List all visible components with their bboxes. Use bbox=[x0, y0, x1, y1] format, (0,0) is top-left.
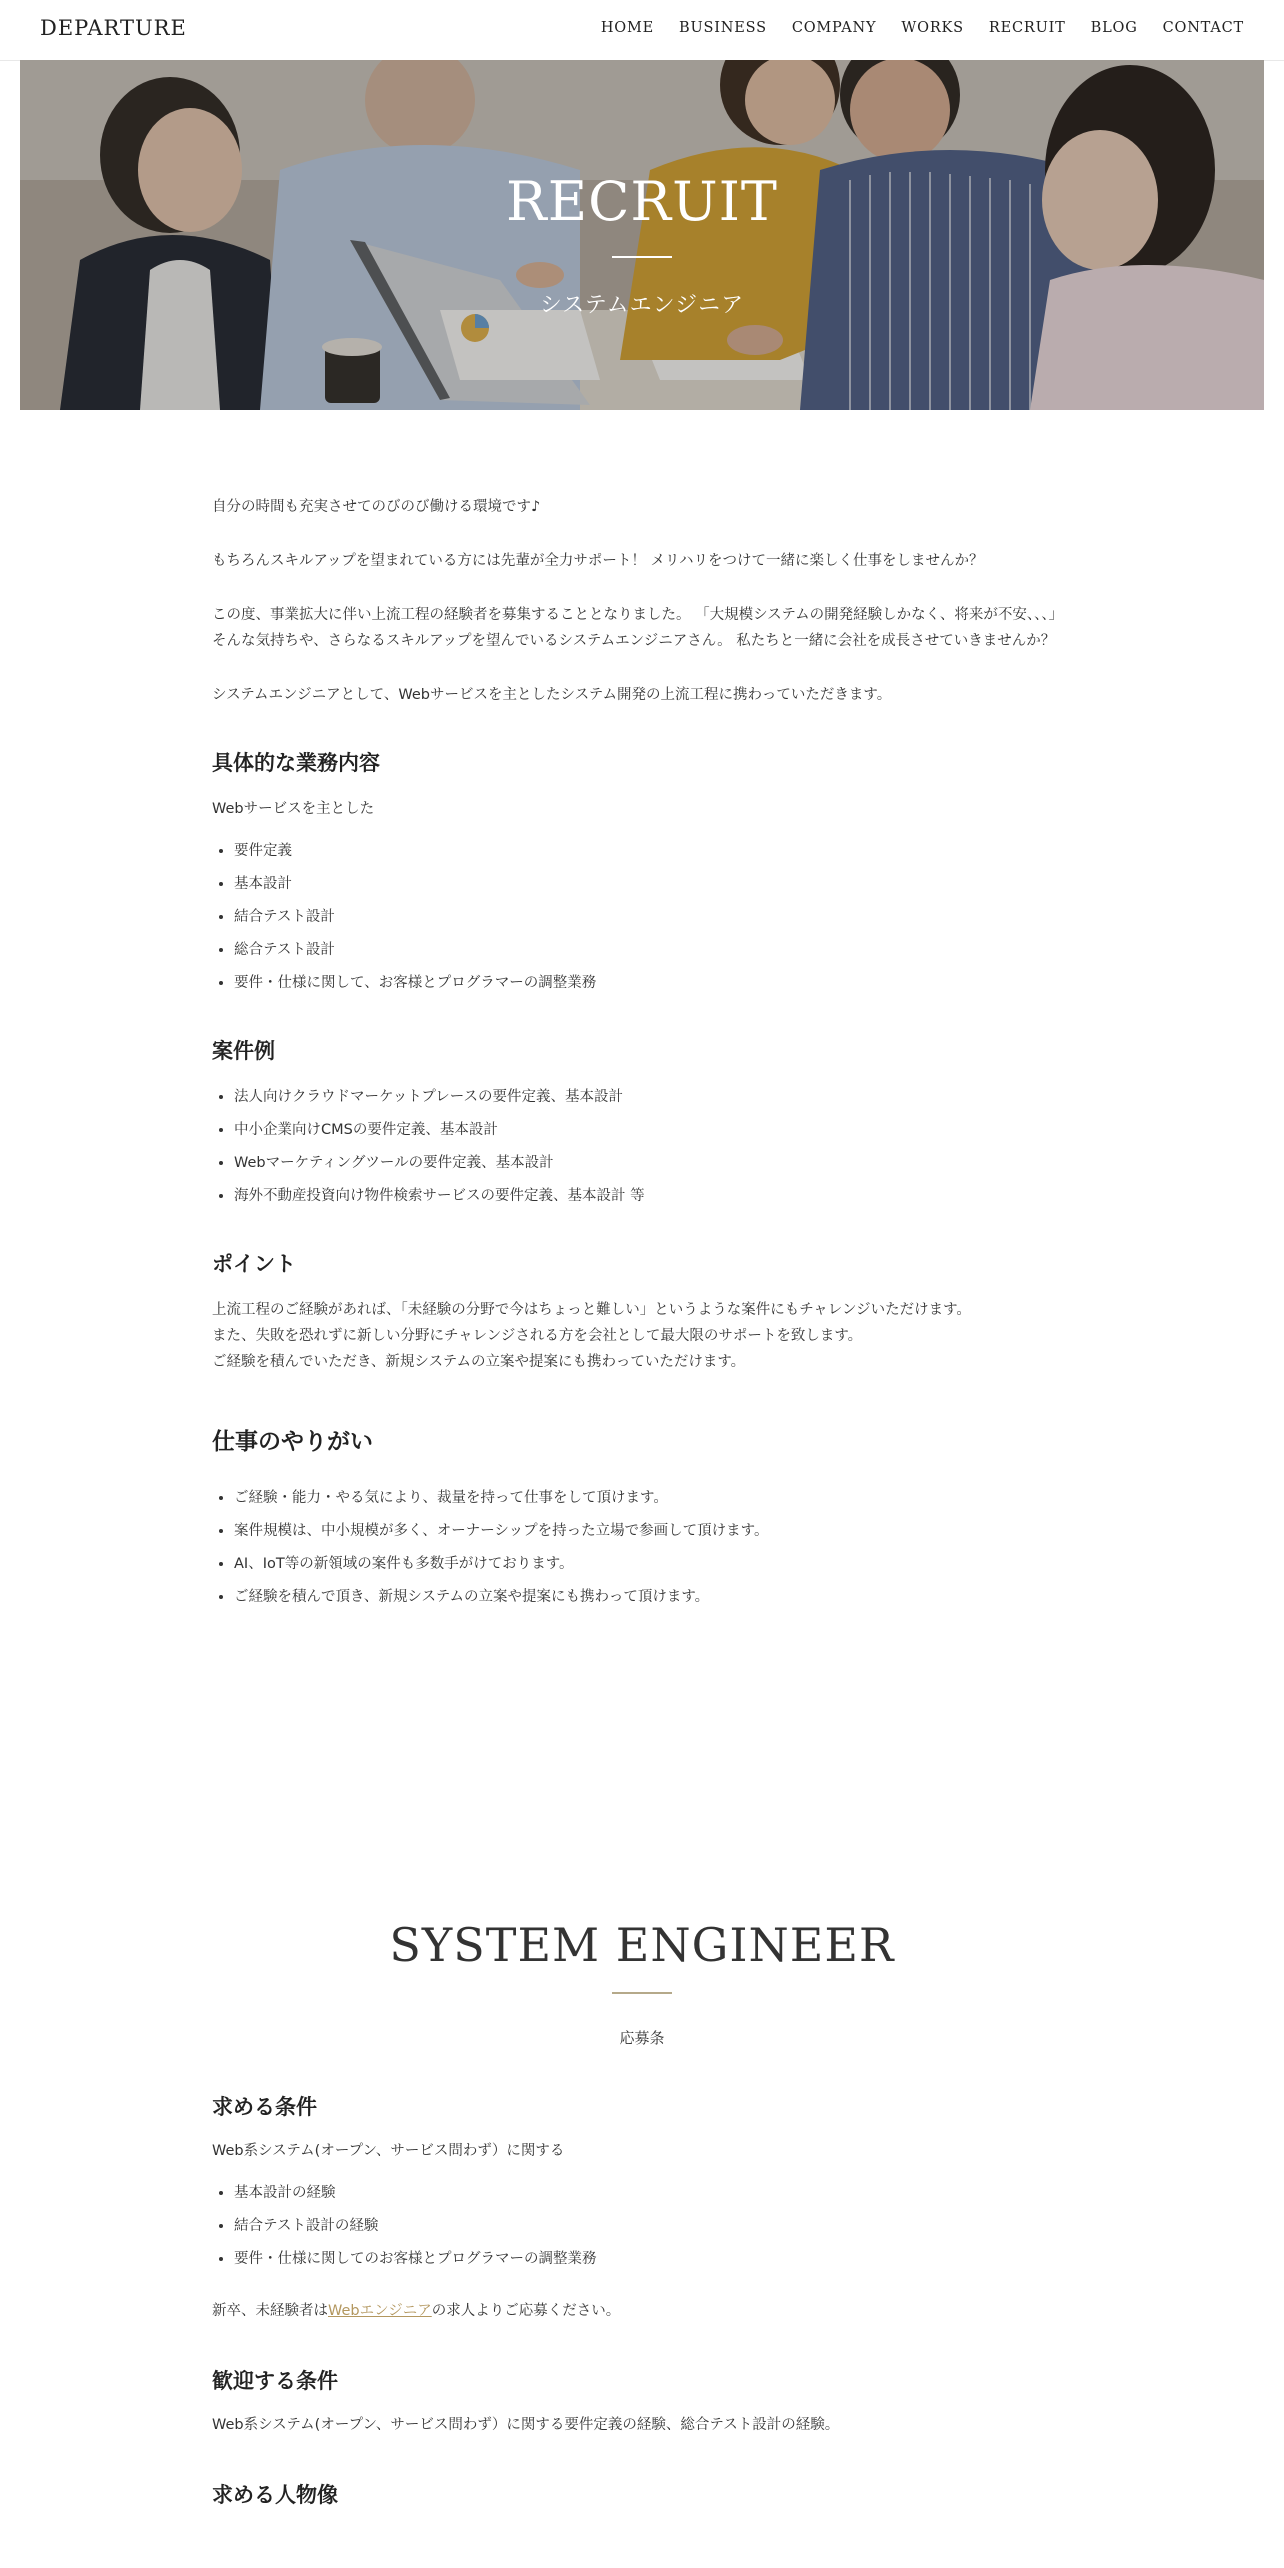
welcome-text: Web系システム(オープン、サービス問わず）に関する要件定義の経験、総合テスト設計の経験。 bbox=[212, 2417, 840, 2433]
list-item: • 基本設計の経験 bbox=[234, 2180, 1072, 2206]
section-divider bbox=[612, 1992, 672, 1994]
site-logo[interactable]: DEPARTURE bbox=[40, 16, 187, 40]
hero-divider bbox=[612, 256, 672, 258]
list-item: • 法人向けクラウドマーケットプレースの要件定義、基本設計 bbox=[234, 1084, 1072, 1110]
nav-home[interactable]: HOME bbox=[600, 20, 654, 36]
rewarding-list bbox=[212, 1485, 1072, 1610]
intro-paragraph: この度、事業拡大に伴い上流工程の経験者を募集することとなりました。 「大規模システムの開発経験しかなく、将来が不安、、、」 そんな気持ちや、さらなるスキルアップを望んでいるシステムエンジニアさん。 私たちと一緒に会社を成長させていきませんか？ bbox=[212, 607, 1064, 649]
note-text: の求人よりご応募ください。 bbox=[431, 2303, 621, 2319]
list-item: • 海外不動産投資向け物件検索サービスの要件定義、基本設計 等 bbox=[234, 1183, 1072, 1209]
nav-blog[interactable]: BLOG bbox=[1090, 20, 1138, 36]
requirements-lead: Web系システム(オープン、サービス問わず）に関する bbox=[212, 2143, 565, 2159]
nav-business[interactable]: BUSINESS bbox=[679, 20, 767, 36]
list-item: • 案件規模は、中小規模が多く、オーナーシップを持った立場で参画して頂けます。 bbox=[234, 1518, 1072, 1544]
persona-heading: 求める人物像 bbox=[212, 2483, 338, 2507]
cases-list bbox=[212, 1084, 1072, 1209]
web-engineer-link[interactable]: Webエンジニア bbox=[328, 2303, 432, 2319]
point-heading: ポイント bbox=[212, 1252, 296, 1276]
point-line: ご経験を積んでいただき、新規システムの立案や提案にも携わっていただけます。 bbox=[212, 1354, 746, 1370]
list-item: • AI、IoT等の新領域の案件も多数手がけております。 bbox=[234, 1551, 1072, 1577]
nav-works[interactable]: WORKS bbox=[901, 20, 964, 36]
main-nav bbox=[601, 20, 1244, 36]
note-text: 新卒、未経験者は bbox=[212, 2303, 328, 2319]
list-item: • 結合テスト設計 bbox=[234, 904, 1072, 930]
site-header bbox=[0, 0, 1284, 61]
list-item: • 中小企業向けCMSの要件定義、基本設計 bbox=[234, 1117, 1072, 1143]
list-item: • 結合テスト設計の経験 bbox=[234, 2213, 1072, 2239]
intro-paragraph: システムエンジニアとして、Webサービスを主としたシステム開発の上流工程に携わっていただきます。 bbox=[212, 687, 892, 703]
list-item: • ご経験・能力・やる気により、裁量を持って仕事をして頂けます。 bbox=[234, 1485, 1072, 1511]
list-item: • 要件・仕様に関して、お客様とプログラマーの調整業務 bbox=[234, 970, 1072, 996]
list-item: • 要件定義 bbox=[234, 838, 1072, 864]
requirements-heading: 求める条件 bbox=[212, 2095, 317, 2119]
duties-list bbox=[212, 838, 1072, 996]
list-item: • ご経験を積んで頂き、新規システムの立案や提案にも携わって頂けます。 bbox=[234, 1584, 1072, 1610]
list-item: • 総合テスト設計 bbox=[234, 937, 1072, 963]
hero-title: RECRUIT bbox=[506, 170, 778, 233]
hero-subtitle: システムエンジニア bbox=[539, 293, 745, 318]
job-description bbox=[212, 494, 1072, 1650]
nav-contact[interactable]: CONTACT bbox=[1162, 20, 1244, 36]
requirements-note bbox=[212, 2298, 1072, 2324]
list-item: • 要件・仕様に関してのお客様とプログラマーの調整業務 bbox=[234, 2246, 1072, 2272]
rewarding-heading: 仕事のやりがい bbox=[212, 1429, 373, 1455]
point-line: また、失敗を恐れずに新しい分野にチャレンジされる方を会社として最大限のサポートを致します。 bbox=[212, 1328, 863, 1344]
point-text bbox=[212, 1297, 1072, 1375]
nav-company[interactable]: COMPANY bbox=[791, 20, 877, 36]
point-line: 上流工程のご経験があれば、「未経験の分野で今はちょっと難しい」というような案件にもチャレンジいただけます。 bbox=[212, 1302, 971, 1318]
intro-paragraph: 自分の時間も充実させてのびのび働ける環境です♪ bbox=[212, 499, 541, 515]
duties-lead: Webサービスを主とした bbox=[212, 801, 375, 817]
list-item: • Webマーケティングツールの要件定義、基本設計 bbox=[234, 1150, 1072, 1176]
welcome-heading: 歓迎する条件 bbox=[212, 2369, 338, 2393]
list-item: • 基本設計 bbox=[234, 871, 1072, 897]
nav-recruit[interactable]: RECRUIT bbox=[988, 20, 1066, 36]
cases-heading: 案件例 bbox=[212, 1039, 275, 1063]
intro-paragraph: もちろんスキルアップを望まれている方には先輩が全力サポート！ メリハリをつけて一緒に楽しく仕事をしませんか？ bbox=[212, 553, 984, 569]
hero-banner bbox=[20, 60, 1264, 410]
hero-overlay bbox=[20, 60, 1264, 410]
section-subtitle: 応募条 bbox=[619, 2029, 665, 2047]
duties-heading: 具体的な業務内容 bbox=[212, 751, 380, 775]
requirements-list bbox=[212, 2180, 1072, 2272]
section-title: SYSTEM ENGINEER bbox=[389, 1918, 895, 1972]
requirements-section bbox=[212, 2092, 1072, 2526]
